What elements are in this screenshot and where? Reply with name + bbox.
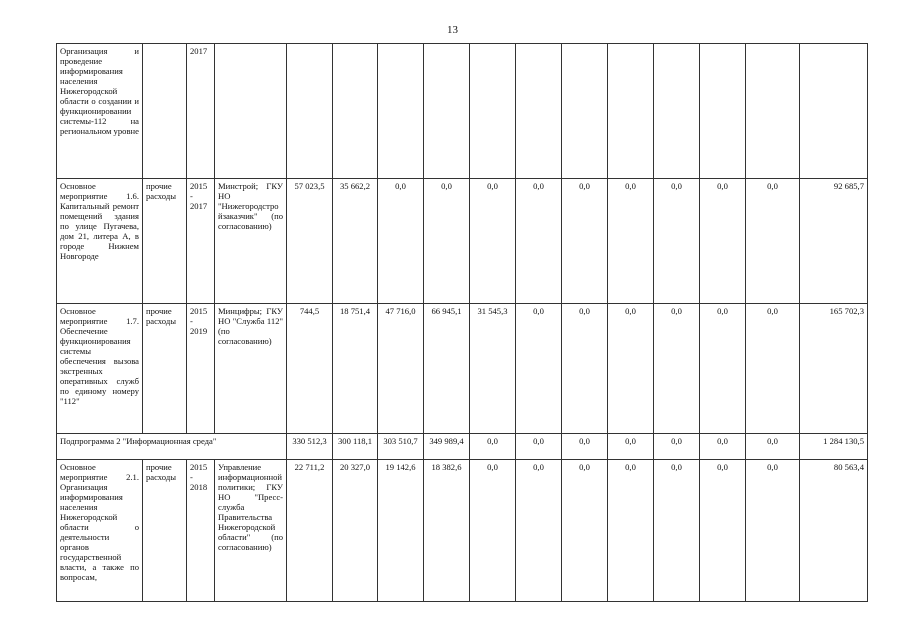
- value-cell: 0,0: [700, 460, 746, 602]
- value-cell: 303 510,7: [378, 434, 424, 460]
- value-cell: 0,0: [608, 304, 654, 434]
- activity-name-cell: Организация и проведение информирования населения Нижегородской области о создании и функционировании системы-112 на региональном уровне: [57, 44, 143, 179]
- subprogram-row: [57, 434, 868, 460]
- value-cell: 18 751,4: [333, 304, 378, 434]
- executor-cell: Минцифры; ГКУ НО "Служба 112" (по согласованию): [215, 304, 287, 434]
- value-cell: 0,0: [700, 179, 746, 304]
- value-cell: [746, 44, 800, 179]
- years-cell: 2015 - 2017: [187, 179, 215, 304]
- executor-cell: Минстрой; ГКУ НО "Нижегородстройзаказчик" (по согласованию): [215, 179, 287, 304]
- value-cell: 0,0: [700, 304, 746, 434]
- total-value-cell: 1 284 130,5: [800, 434, 868, 460]
- activity-name-cell: Основное мероприятие 1.6. Капитальный ремонт помещений здания по улице Пугачева, дом 21, литера А, в городе Нижнем Новгороде: [57, 179, 143, 304]
- value-cell: 47 716,0: [378, 304, 424, 434]
- years-cell: 2015 - 2019: [187, 304, 215, 434]
- value-cell: 0,0: [516, 460, 562, 602]
- value-cell: 0,0: [562, 179, 608, 304]
- activity-name-cell: Основное мероприятие 2.1. Организация информирования населения Нижегородской области о деятельности органов государственной власти, а также по вопросам,: [57, 460, 143, 602]
- expense-type-cell: [143, 44, 187, 179]
- value-cell: 0,0: [746, 179, 800, 304]
- value-cell: 57 023,5: [287, 179, 333, 304]
- value-cell: 31 545,3: [470, 304, 516, 434]
- expense-type-cell: прочие расходы: [143, 179, 187, 304]
- value-cell: 0,0: [424, 179, 470, 304]
- years-cell: 2017: [187, 44, 215, 179]
- value-cell: 20 327,0: [333, 460, 378, 602]
- value-cell: 0,0: [654, 304, 700, 434]
- expense-type-cell: прочие расходы: [143, 304, 187, 434]
- value-cell: 300 118,1: [333, 434, 378, 460]
- value-cell: 0,0: [562, 304, 608, 434]
- value-cell: [654, 44, 700, 179]
- value-cell: [562, 44, 608, 179]
- value-cell: 19 142,6: [378, 460, 424, 602]
- expense-type-cell: прочие расходы: [143, 460, 187, 602]
- value-cell: 0,0: [470, 434, 516, 460]
- activity-row: [57, 304, 868, 434]
- value-cell: [287, 44, 333, 179]
- value-cell: 22 711,2: [287, 460, 333, 602]
- value-cell: [608, 44, 654, 179]
- value-cell: 0,0: [700, 434, 746, 460]
- value-cell: 0,0: [746, 434, 800, 460]
- activity-row: [57, 44, 868, 179]
- activity-name-cell: Основное мероприятие 1.7. Обеспечение функционирования системы обеспечения вызова экстренных оперативных служб по единому номеру "112": [57, 304, 143, 434]
- executor-cell: [215, 44, 287, 179]
- value-cell: 0,0: [654, 434, 700, 460]
- value-cell: 330 512,3: [287, 434, 333, 460]
- value-cell: [470, 44, 516, 179]
- value-cell: [378, 44, 424, 179]
- value-cell: 0,0: [378, 179, 424, 304]
- value-cell: 744,5: [287, 304, 333, 434]
- value-cell: 0,0: [654, 179, 700, 304]
- value-cell: 0,0: [470, 460, 516, 602]
- budget-table: [56, 43, 868, 602]
- total-value-cell: 92 685,7: [800, 179, 868, 304]
- value-cell: 0,0: [562, 460, 608, 602]
- subprogram-name-cell: Подпрограмма 2 "Информационная среда": [57, 434, 287, 460]
- value-cell: [516, 44, 562, 179]
- value-cell: 0,0: [654, 460, 700, 602]
- total-value-cell: 80 563,4: [800, 460, 868, 602]
- value-cell: 0,0: [746, 460, 800, 602]
- activity-row: [57, 460, 868, 602]
- executor-cell: Управление информационной политики; ГКУ НО "Пресс-служба Правительства Нижегородской области" (по согласованию): [215, 460, 287, 602]
- page-number: 13: [447, 24, 458, 36]
- value-cell: 0,0: [516, 179, 562, 304]
- value-cell: 0,0: [608, 179, 654, 304]
- value-cell: 18 382,6: [424, 460, 470, 602]
- value-cell: [700, 44, 746, 179]
- total-value-cell: 165 702,3: [800, 304, 868, 434]
- value-cell: 0,0: [608, 434, 654, 460]
- years-cell: 2015 - 2018: [187, 460, 215, 602]
- value-cell: 0,0: [516, 304, 562, 434]
- value-cell: 66 945,1: [424, 304, 470, 434]
- value-cell: 349 989,4: [424, 434, 470, 460]
- value-cell: 0,0: [608, 460, 654, 602]
- value-cell: 0,0: [746, 304, 800, 434]
- total-value-cell: [800, 44, 868, 179]
- value-cell: 35 662,2: [333, 179, 378, 304]
- value-cell: 0,0: [516, 434, 562, 460]
- value-cell: 0,0: [470, 179, 516, 304]
- value-cell: [424, 44, 470, 179]
- activity-row: [57, 179, 868, 304]
- value-cell: [333, 44, 378, 179]
- value-cell: 0,0: [562, 434, 608, 460]
